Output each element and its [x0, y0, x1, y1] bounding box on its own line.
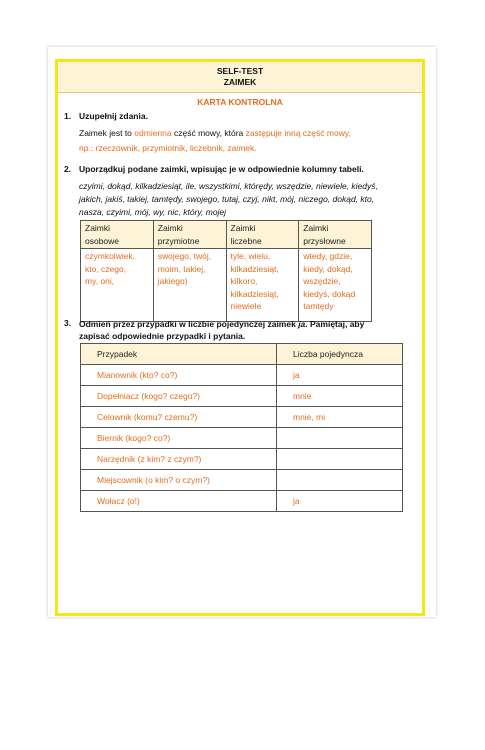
q1-answer-2: zastępuje inną część mowy,	[245, 128, 351, 138]
case-cell: Mianownik (kto? co?)	[81, 365, 277, 386]
cell-line: moim, takiej,	[157, 263, 206, 274]
case-cell: Wołacz (o!)	[81, 491, 277, 512]
case-cell: Dopełniacz (kogo? czego?)	[81, 386, 277, 407]
cell-line: kto, czego,	[85, 263, 127, 274]
word-line: nasza, czyimi, mój, wy, nic, który, mojej	[79, 207, 227, 217]
q3-title-part: . Pamiętaj, aby	[305, 319, 365, 329]
cell-line: niewiele	[230, 301, 262, 311]
header-text: przymiotne	[157, 235, 200, 246]
header-cell: Liczba pojedyncza	[277, 344, 403, 365]
q3-number: 3.	[64, 318, 72, 328]
header-cell	[299, 221, 372, 249]
header-cell: Przypadek	[81, 344, 277, 365]
header-text: Zaimki	[157, 223, 183, 233]
q2-title: Uporządkuj podane zaimki, wpisując je w odpowiednie kolumny tabeli.	[79, 164, 364, 174]
pronoun-table	[80, 220, 372, 322]
q1-answer-1: odmienna	[134, 128, 172, 138]
form-cell: mnie, mi	[277, 407, 403, 428]
q1-text-part: część mowy, która	[171, 128, 246, 138]
header-text: Zaimki	[230, 223, 256, 233]
header-cell	[153, 221, 226, 249]
cell-line: wszędzie,	[303, 276, 341, 286]
q1-text-part: Zaimek jest to	[79, 128, 135, 138]
form-cell	[277, 449, 403, 470]
cell-line: kilkoro,	[230, 276, 258, 286]
table-row	[81, 428, 403, 449]
q1-answer-3: np.: rzeczownik, przymiotnik, liczebnik, zaimek.	[79, 143, 257, 153]
word-line: czyimi, dokąd, kilkadziesiąt, ile, wszystkimi, którędy, wszędzie, niewiele, kiedyś,	[79, 181, 378, 191]
q1-text	[79, 126, 409, 156]
q3-title-part: Odmień przez przypadki w liczbie pojedynczej zaimek	[79, 319, 299, 329]
table-header-row	[81, 344, 403, 365]
case-cell: Biernik (kogo? co?)	[81, 428, 277, 449]
cell-line: kilkadziesiąt,	[230, 288, 279, 299]
table-header-row	[81, 221, 372, 249]
cell-line: kiedyś, dokąd	[303, 288, 356, 299]
q1-number: 1.	[64, 111, 72, 121]
form-cell: ja	[277, 491, 403, 512]
table-row	[81, 491, 403, 512]
q3-title	[79, 318, 419, 342]
cell-line: kiedy, dokąd,	[303, 263, 353, 274]
title-line-1: SELF-TEST	[216, 66, 264, 76]
table-row	[81, 470, 403, 491]
cell-line: jakiego)	[157, 276, 188, 286]
title-line-2: ZAIMEK	[223, 77, 257, 87]
answer-cell	[226, 249, 299, 322]
word-line: jakich, jakiś, takiej, tamtędy, swojego, tutaj, czyj, nikt, mój, niczego, dokąd, kto,	[79, 194, 375, 204]
title-header	[58, 62, 422, 93]
cell-line: my, oni,	[85, 276, 115, 286]
form-cell: ja	[277, 365, 403, 386]
header-text: osobowe	[85, 235, 120, 246]
cell-line: wtedy, gdzie,	[303, 251, 353, 261]
q2-word-list	[79, 180, 419, 219]
answer-cell	[299, 249, 372, 322]
cell-line: tyle, wielu,	[230, 251, 271, 261]
header-text: Zaimki	[303, 223, 329, 233]
cell-line: swojego, twój,	[157, 251, 212, 261]
q1-title: Uzupełnij zdania.	[79, 111, 148, 121]
header-text: przysłowne	[303, 235, 346, 246]
q3-pronoun: ja	[298, 319, 306, 329]
case-cell: Narzędnik (z kim? z czym?)	[81, 449, 277, 470]
answer-cell	[81, 249, 154, 322]
form-cell	[277, 470, 403, 491]
document-page	[48, 47, 436, 617]
cell-line: czymkolwiek,	[85, 251, 136, 261]
case-cell: Miejscownik (o kim? o czym?)	[81, 470, 277, 491]
header-cell	[226, 221, 299, 249]
q3-title-part: zapisać odpowiednie przypadki i pytania.	[79, 331, 246, 341]
case-cell: Celownik (komu? czemu?)	[81, 407, 277, 428]
table-row	[81, 449, 403, 470]
table-row	[81, 365, 403, 386]
table-row	[81, 407, 403, 428]
header-text: liczebne	[230, 235, 262, 246]
answer-cell	[153, 249, 226, 322]
header-cell	[81, 221, 154, 249]
table-row	[81, 249, 372, 322]
q2-number: 2.	[64, 164, 72, 174]
cell-line: tamtędy	[303, 301, 334, 311]
form-cell: mnie	[277, 386, 403, 407]
header-text: Zaimki	[85, 223, 111, 233]
table-row	[81, 386, 403, 407]
section-title: KARTA KONTROLNA	[197, 97, 283, 107]
declension-table	[80, 343, 403, 512]
form-cell	[277, 428, 403, 449]
cell-line: kilkadziesiąt,	[230, 263, 279, 274]
